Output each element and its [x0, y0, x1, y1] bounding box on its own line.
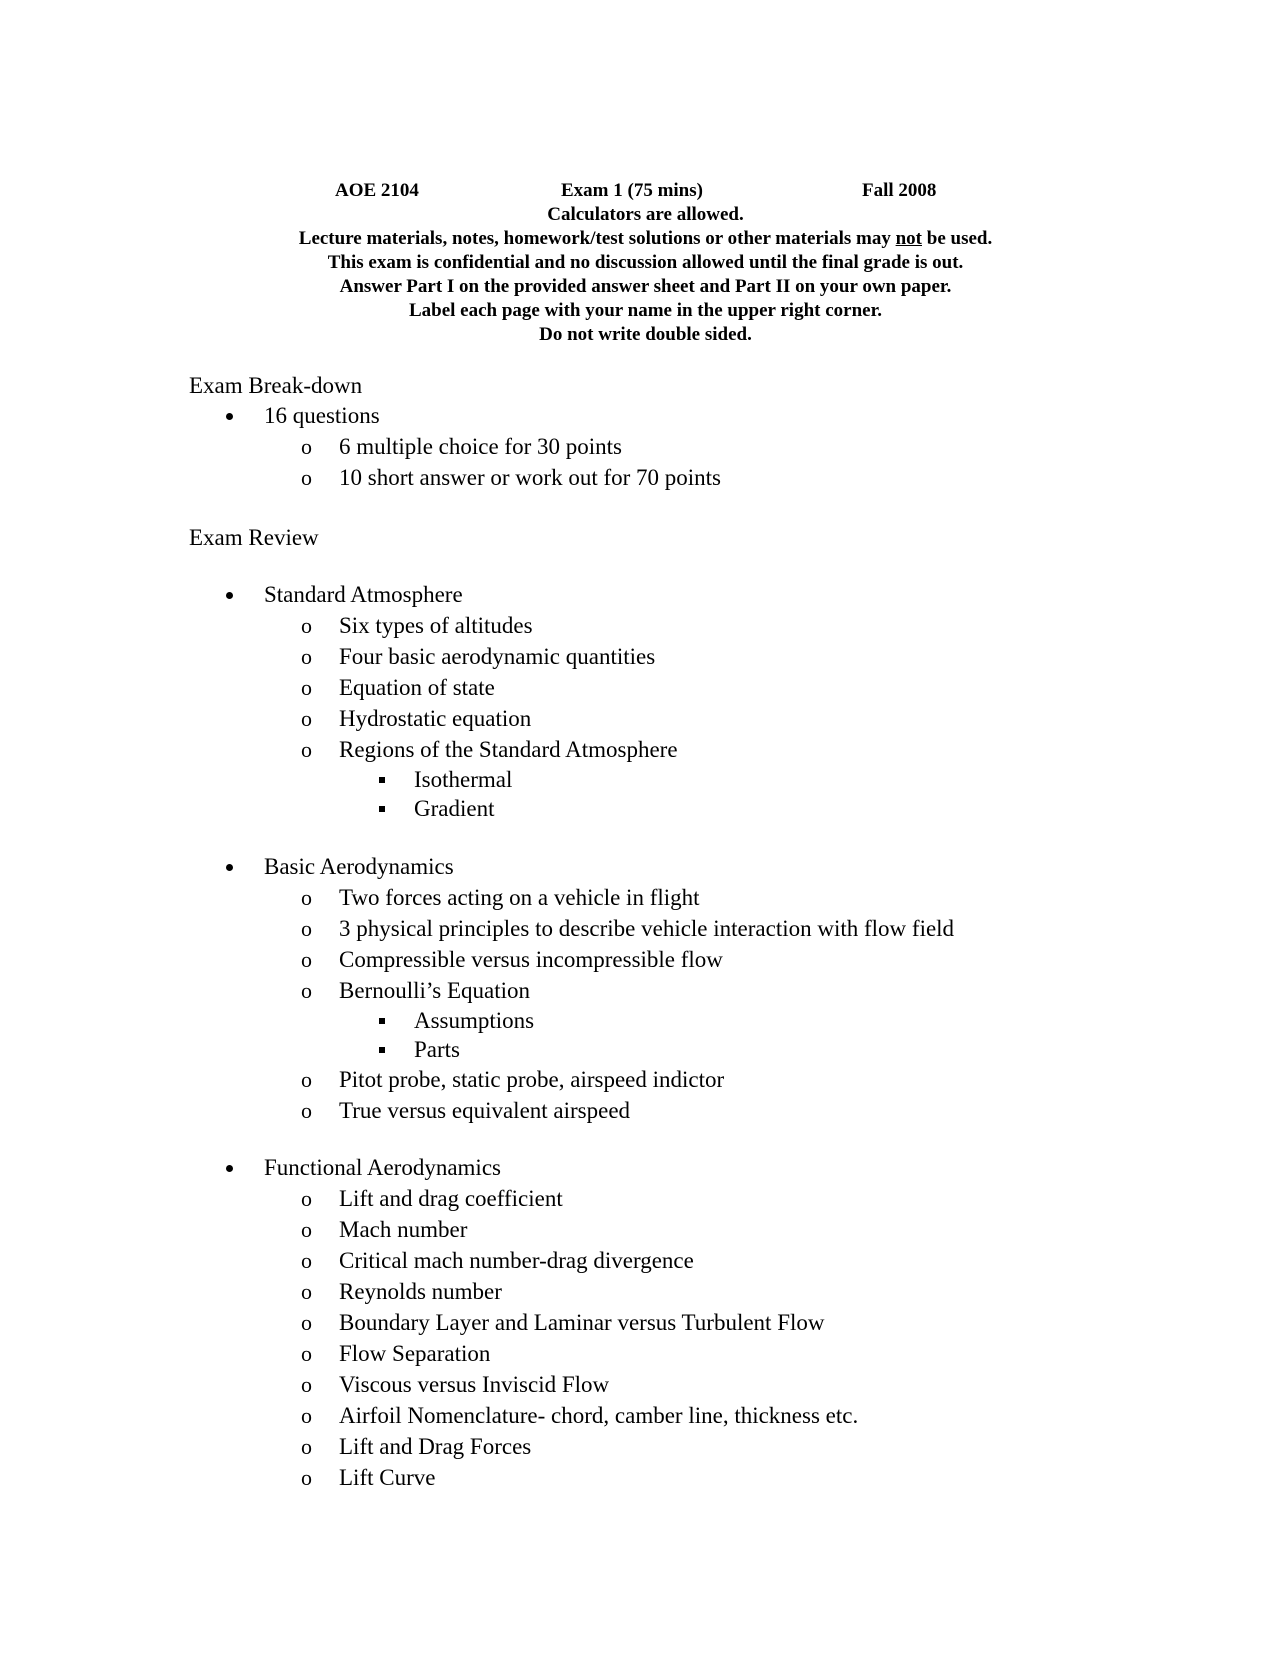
exam-title: Exam 1 (75 mins) — [561, 180, 703, 201]
list-item — [264, 462, 1249, 493]
review-section-functional-aerodynamics — [189, 1153, 1249, 1493]
list-item-text: Four basic aerodynamic quantities — [339, 644, 656, 669]
breakdown-questions: 16 questions — [264, 403, 380, 428]
bullet-icon — [226, 592, 233, 599]
list-item-text: 3 physical principles to describe vehicle interaction with flow field — [339, 916, 955, 941]
list-item — [264, 1276, 1249, 1307]
bullet-icon — [226, 864, 233, 871]
materials-note-not: not — [895, 228, 922, 249]
list-item — [339, 1035, 1249, 1064]
circle-bullet-icon: o — [301, 1067, 312, 1092]
list-item — [339, 765, 1249, 794]
list-item-text: Lift Curve — [339, 1465, 436, 1490]
list-item — [264, 1064, 1249, 1095]
materials-note — [0, 227, 1280, 251]
list-item — [264, 1338, 1249, 1369]
exam-term: Fall 2008 — [862, 180, 937, 201]
bullet-icon — [226, 413, 233, 420]
list-item-text: Airfoil Nomenclature- chord, camber line, thickness etc. — [339, 1403, 859, 1428]
review-section-standard-atmosphere — [189, 580, 1249, 852]
list-item-text: Hydrostatic equation — [339, 706, 532, 731]
list-item — [339, 1006, 1249, 1035]
review-list — [189, 580, 1249, 1493]
circle-bullet-icon: o — [301, 1186, 312, 1211]
list-item-text: 6 multiple choice for 30 points — [339, 434, 622, 459]
course-code: AOE 2104 — [335, 180, 419, 201]
section-title: Standard Atmosphere — [264, 582, 463, 607]
list-item — [264, 1462, 1249, 1493]
circle-bullet-icon: o — [301, 978, 312, 1003]
list-item-text: Pitot probe, static probe, airspeed indictor — [339, 1067, 725, 1092]
review-title: Exam Review — [189, 525, 319, 550]
list-item — [264, 431, 1249, 462]
list-item — [264, 975, 1249, 1064]
list-item-text: Viscous versus Inviscid Flow — [339, 1372, 610, 1397]
materials-note-after: be used. — [922, 228, 993, 249]
breakdown-sublist — [264, 431, 1249, 493]
circle-bullet-icon: o — [301, 1248, 312, 1273]
answer-note: Answer Part I on the provided answer sheet and Part II on your own paper. — [339, 276, 952, 297]
breakdown-list — [189, 401, 1249, 493]
document-body — [189, 371, 1249, 1493]
double-sided-note: Do not write double sided. — [539, 324, 752, 345]
square-bullet-icon — [379, 777, 385, 783]
circle-bullet-icon: o — [301, 1217, 312, 1242]
circle-bullet-icon: o — [301, 675, 312, 700]
label-note: Label each page with your name in the upper right corner. — [408, 300, 883, 321]
circle-bullet-icon: o — [301, 1465, 312, 1490]
list-item — [264, 641, 1249, 672]
circle-bullet-icon: o — [301, 885, 312, 910]
square-bullet-icon — [379, 1018, 385, 1024]
circle-bullet-icon: o — [301, 613, 312, 638]
list-item — [264, 1095, 1249, 1126]
circle-bullet-icon: o — [301, 1372, 312, 1397]
list-item-text: Isothermal — [414, 767, 513, 792]
confidential-note: This exam is confidential and no discussion allowed until the final grade is out. — [327, 252, 964, 273]
section-sublist — [264, 1183, 1249, 1493]
review-section-basic-aerodynamics — [189, 852, 1249, 1153]
list-item — [189, 401, 1249, 493]
section-sublist — [264, 610, 1249, 823]
list-item-text: Bernoulli’s Equation — [339, 978, 531, 1003]
list-item-text: Parts — [414, 1037, 460, 1062]
circle-bullet-icon: o — [301, 434, 312, 459]
circle-bullet-icon: o — [301, 947, 312, 972]
circle-bullet-icon: o — [301, 916, 312, 941]
list-item-text: Compressible versus incompressible flow — [339, 947, 723, 972]
list-item-text: Lift and drag coefficient — [339, 1186, 563, 1211]
list-item-text: True versus equivalent airspeed — [339, 1098, 631, 1123]
circle-bullet-icon: o — [301, 644, 312, 669]
list-item — [264, 1431, 1249, 1462]
list-item — [264, 1400, 1249, 1431]
list-item — [264, 734, 1249, 823]
list-item-text: Critical mach number-drag divergence — [339, 1248, 694, 1273]
list-item-text: Regions of the Standard Atmosphere — [339, 737, 678, 762]
circle-bullet-icon: o — [301, 1279, 312, 1304]
list-item-text: 10 short answer or work out for 70 points — [339, 465, 722, 490]
list-item — [264, 672, 1249, 703]
spacer — [189, 553, 1249, 580]
circle-bullet-icon: o — [301, 1403, 312, 1428]
section-sublist — [264, 882, 1249, 1126]
circle-bullet-icon: o — [301, 706, 312, 731]
list-item-text: Six types of altitudes — [339, 613, 533, 638]
list-item-text: Boundary Layer and Laminar versus Turbulent Flow — [339, 1310, 825, 1335]
list-item-text: Reynolds number — [339, 1279, 502, 1304]
circle-bullet-icon: o — [301, 737, 312, 762]
list-item — [264, 1183, 1249, 1214]
list-item-text: Gradient — [414, 796, 495, 821]
regions-sublist — [339, 765, 1249, 823]
materials-note-before: Lecture materials, notes, homework/test solutions or other materials may — [298, 228, 896, 249]
list-item — [264, 944, 1249, 975]
breakdown-title: Exam Break-down — [189, 373, 363, 398]
list-item-text: Two forces acting on a vehicle in flight — [339, 885, 700, 910]
square-bullet-icon — [379, 1047, 385, 1053]
list-item — [264, 1307, 1249, 1338]
list-item — [264, 703, 1249, 734]
circle-bullet-icon: o — [301, 1098, 312, 1123]
list-item — [264, 1245, 1249, 1276]
circle-bullet-icon: o — [301, 1310, 312, 1335]
list-item — [339, 794, 1249, 823]
list-item-text: Flow Separation — [339, 1341, 491, 1366]
circle-bullet-icon: o — [301, 1434, 312, 1459]
bullet-icon — [226, 1165, 233, 1172]
section-title: Functional Aerodynamics — [264, 1155, 501, 1180]
list-item — [264, 913, 1249, 944]
spacer — [189, 493, 1249, 523]
list-item-text: Equation of state — [339, 675, 495, 700]
section-title: Basic Aerodynamics — [264, 854, 454, 879]
circle-bullet-icon: o — [301, 465, 312, 490]
circle-bullet-icon: o — [301, 1341, 312, 1366]
exam-header — [0, 179, 1280, 347]
list-item-text: Assumptions — [414, 1008, 535, 1033]
header-top-line — [0, 179, 1280, 203]
calculators-note: Calculators are allowed. — [547, 204, 744, 225]
list-item-text: Mach number — [339, 1217, 468, 1242]
square-bullet-icon — [379, 806, 385, 812]
list-item — [264, 1369, 1249, 1400]
list-item — [264, 610, 1249, 641]
list-item — [264, 882, 1249, 913]
list-item-text: Lift and Drag Forces — [339, 1434, 532, 1459]
spacer — [264, 1126, 1249, 1153]
bernoulli-sublist — [339, 1006, 1249, 1064]
list-item — [264, 1214, 1249, 1245]
spacer — [264, 823, 1249, 852]
